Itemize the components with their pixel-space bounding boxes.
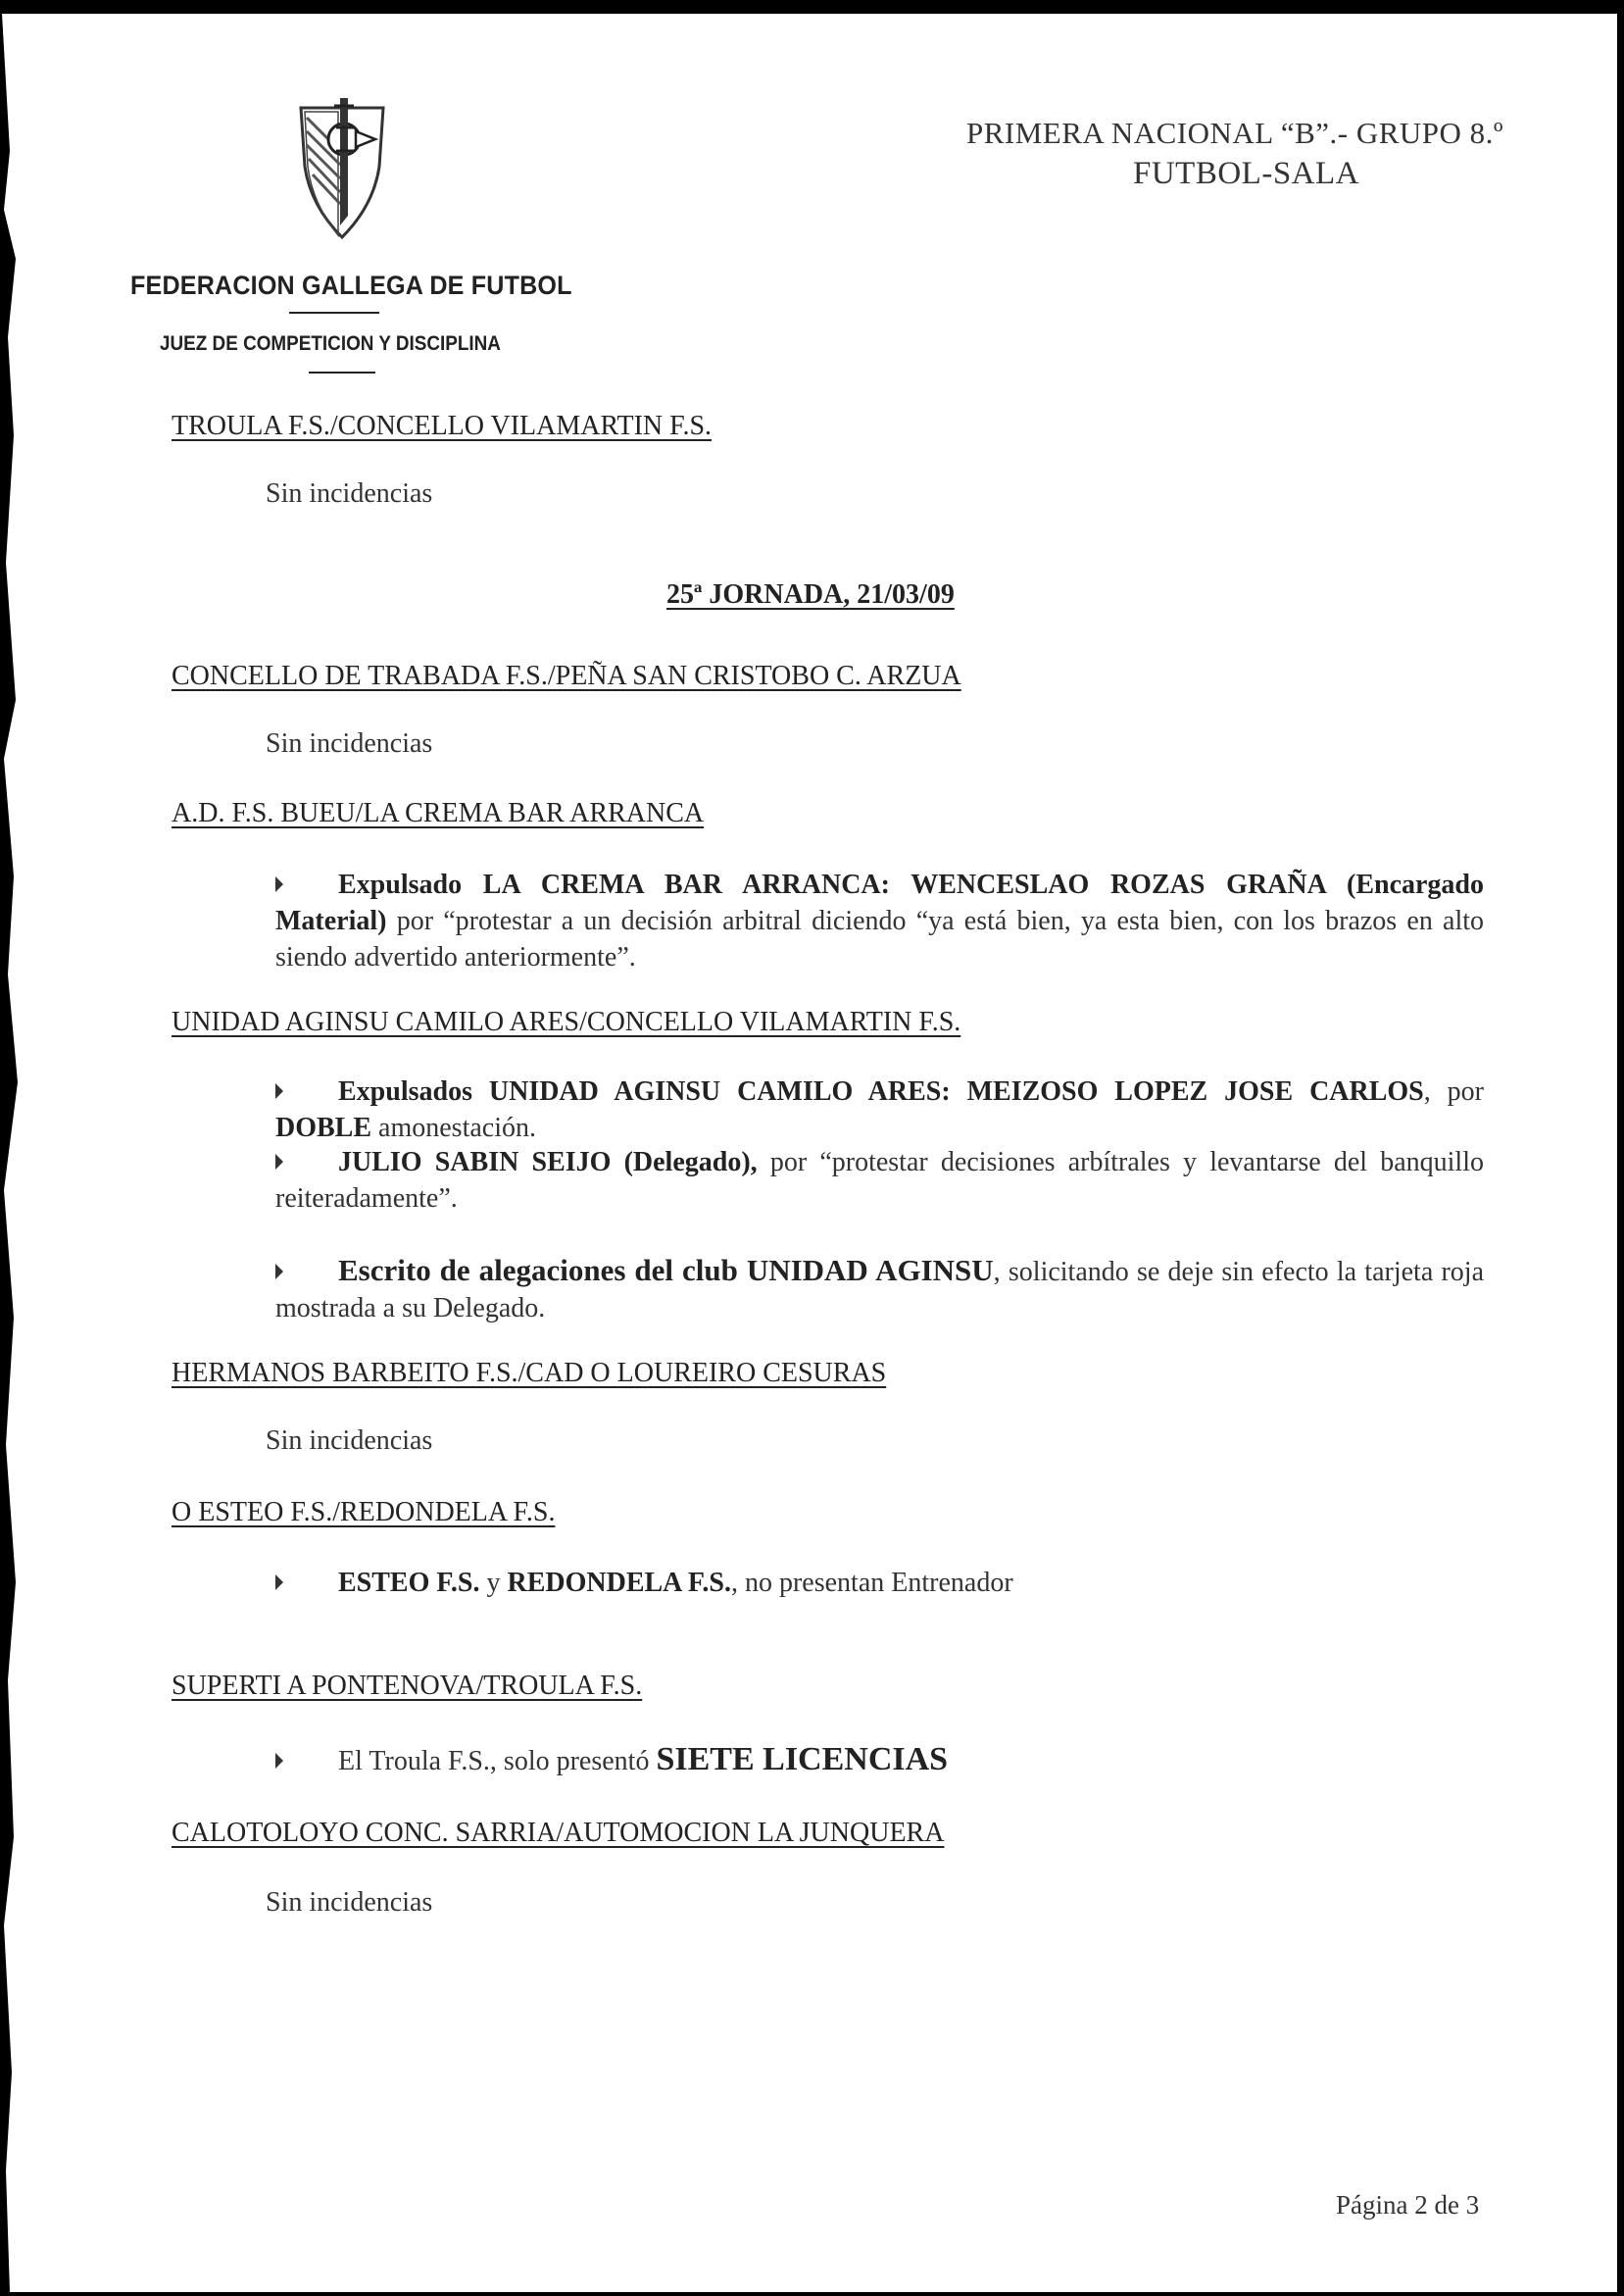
match-note: Sin incidencias: [266, 728, 433, 759]
incident-item: El Troula F.S., solo presentó SIETE LICENCIAS: [275, 1741, 1484, 1779]
bullet-icon: [275, 1264, 283, 1279]
divider: [309, 372, 375, 374]
match-note: Sin incidencias: [266, 1425, 433, 1456]
match-title: A.D. F.S. BUEU/LA CREMA BAR ARRANCA: [172, 798, 705, 828]
match-title: O ESTEO F.S./REDONDELA F.S.: [172, 1497, 556, 1527]
bullet-icon: [275, 1574, 283, 1590]
match-title: CALOTOLOYO CONC. SARRIA/AUTOMOCION LA JUNQUERA: [172, 1818, 945, 1848]
match-note: Sin incidencias: [266, 1887, 433, 1918]
federation-crest-logo: [297, 98, 387, 241]
bullet-icon: [275, 1154, 283, 1170]
incident-item: ESTEO F.S. y REDONDELA F.S., no presentan Entrenador: [275, 1565, 1484, 1601]
incident-item: JULIO SABIN SEIJO (Delegado), por “protestar decisiones arbítrales y levantarse del banquillo reiteradamente”.: [275, 1147, 1484, 1214]
match-title: HERMANOS BARBEITO F.S./CAD O LOUREIRO CESURAS: [172, 1358, 887, 1388]
competition-title: PRIMERA NACIONAL “B”.- GRUPO 8.º: [966, 116, 1504, 150]
match-title: UNIDAD AGINSU CAMILO ARES/CONCELLO VILAMARTIN F.S.: [172, 1007, 961, 1037]
committee-name: JUEZ DE COMPETICION Y DISCIPLINA: [160, 332, 501, 355]
incident-item: Expulsados UNIDAD AGINSU CAMILO ARES: MEIZOSO LOPEZ JOSE CARLOS, por DOBLE amonestación.: [275, 1076, 1485, 1143]
incident-item: Expulsado LA CREMA BAR ARRANCA: WENCESLAO ROZAS GRAÑA (Encargado Material) por “protestar a un decisión arbitral diciendo “ya está bien, ya esta bien, con los brazos en alto siendo advertido anteriormente”.: [275, 870, 1484, 973]
match-title: SUPERTI A PONTENOVA/TROULA F.S.: [172, 1671, 643, 1701]
competition-subtitle: FUTBOL-SALA: [1133, 156, 1360, 191]
match-title: TROULA F.S./CONCELLO VILAMARTIN F.S.: [172, 411, 713, 441]
torn-left-edge: [0, 14, 59, 2292]
round-title: 25ª JORNADA, 21/03/09: [666, 579, 955, 610]
bullet-icon: [275, 1083, 283, 1099]
divider: [289, 312, 379, 314]
match-title: CONCELLO DE TRABADA F.S./PEÑA SAN CRISTOBO C. ARZUA: [172, 661, 961, 691]
bullet-icon: [275, 1753, 283, 1769]
incident-item: Escrito de alegaciones del club UNIDAD AGINSU, solicitando se deje sin efecto la tarjeta roja mostrada a su Delegado.: [275, 1253, 1485, 1323]
page-number: Página 2 de 3: [1336, 2190, 1480, 2220]
document-page: [0, 14, 1617, 2292]
federation-name: FEDERACION GALLEGA DE FUTBOL: [130, 271, 572, 300]
bullet-icon: [275, 876, 283, 892]
match-note: Sin incidencias: [266, 478, 433, 509]
